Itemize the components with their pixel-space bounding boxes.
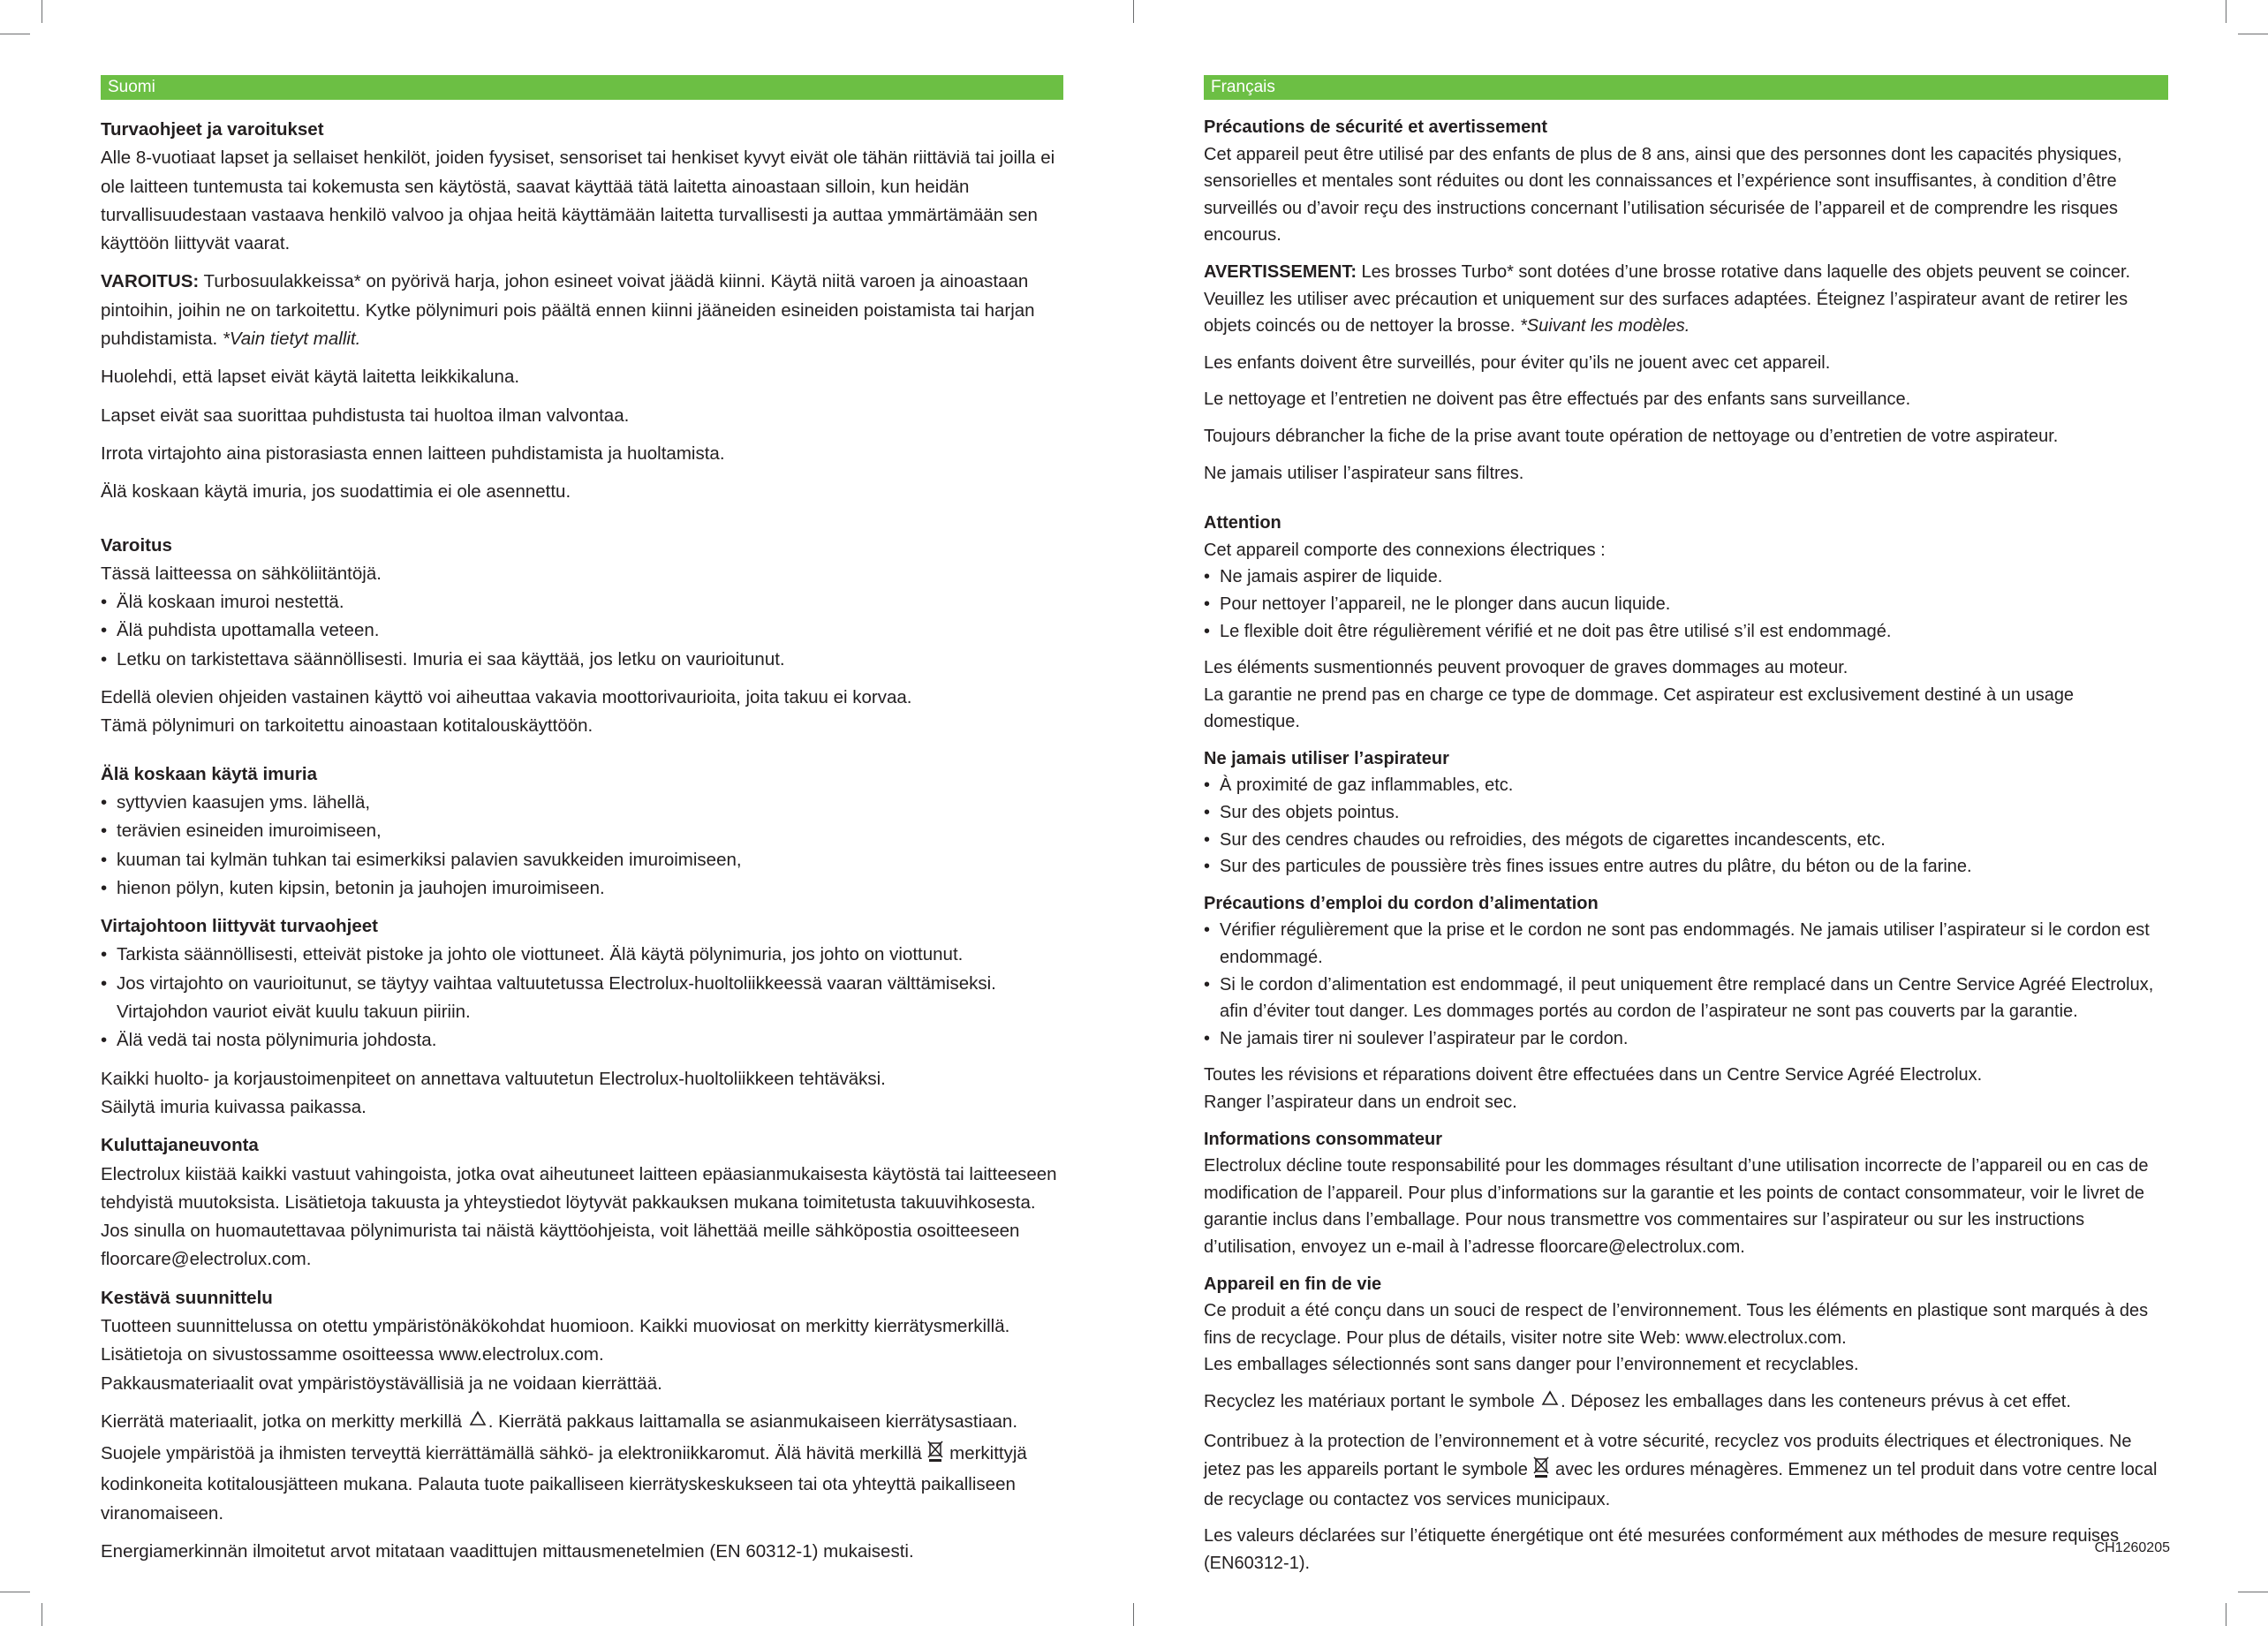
paragraph: Tämä pölynimuri on tarkoitettu ainoastaan kotitalouskäyttöön. xyxy=(101,715,593,737)
text: Contribuez à la protection de l’environnement et à votre sécurité, recyclez vos produits électriques et électroniques. Ne jetez pas les appareils portant le symbole xyxy=(1204,1431,2132,1480)
section-title: Ne jamais utiliser l’aspirateur xyxy=(1204,748,1449,768)
section-title: Turvaohjeet ja varoitukset xyxy=(101,119,324,140)
consumer-section xyxy=(1204,1126,2168,1261)
crossed-bin-icon xyxy=(926,1439,944,1471)
crop-mark xyxy=(1133,1603,1134,1626)
warning-text: Les brosses Turbo* sont dotées d’une brosse rotative dans laquelle des objets peuvent se coincer. Veuillez les utiliser avec précaution et uniquement sur des surfaces adaptées. Éteignez l’aspirateur avant de retirer les objets coincés ou de nettoyer la brosse. xyxy=(1204,261,2131,337)
section-title: Précautions d’emploi du cordon d’alimentation xyxy=(1204,893,1599,913)
list-item: • Le flexible doit être régulièrement vérifié et ne doit pas être utilisé s’il est endommagé. xyxy=(1204,618,2168,646)
paragraph: Toutes les révisions et réparations doivent être effectuées dans un Centre Service Agréé Electrolux. xyxy=(1204,1065,1983,1085)
paragraph: Alle 8-vuotiaat lapset ja sellaiset henkilöt, joiden fyysiset, sensoriset tai henkiset kyvyt eivät ole tähän riittäviä tai joilla ei ole laitteen tuntemusta tai kokemusta sen käytöstä, saavat käyttää tätä laitetta ainoastaan silloin, kun heidän turvallisuudestaan vastaava henkilö valvoo ja ohjaa heitä käyttämään laitetta turvallisesti ja auttaa ymmärtämään sen käyttöön liittyvät vaarat. xyxy=(101,147,1055,254)
list-item: • Sur des objets pointus. xyxy=(1204,799,2168,827)
paragraph: Les enfants doivent être surveillés, pour éviter qu’ils ne jouent avec cet appareil. xyxy=(1204,352,1831,373)
paragraph: Electrolux décline toute responsabilité pour les dommages résultant d’une utilisation incorrecte de l’appareil ou en cas de modification de l’appareil. Pour plus d’informations sur la garantie et les points de contact consommateur, voir le livret de garantie inclus dans l’emballage. Pour nous transmettre vos commentaires sur l’aspirateur ou sur les instructions d’utilisation, envoyez un e-mail à l’adresse floorcare@electrolux.com. xyxy=(1204,1156,2149,1257)
never-use-section xyxy=(1204,745,2168,881)
paragraph xyxy=(101,1408,1063,1528)
section-title: Appareil en fin de vie xyxy=(1204,1274,1382,1294)
list-item: • Letku on tarkistettava säännöllisesti. Imuria ei saa käyttää, jos letku on vaurioitunut. xyxy=(101,646,1063,674)
list-item: • Pour nettoyer l’appareil, ne le plonger dans aucun liquide. xyxy=(1204,591,2168,618)
text: merkittyjä kodinkoneita kotitalousjätteen mukana. Palauta tuote paikalliseen kierrätyskeskukseen tai ota yhteyttä paikalliseen viranomaiseen. xyxy=(101,1443,1027,1524)
paragraph: Le nettoyage et l’entretien ne doivent pas être effectués par des enfants sans surveillance. xyxy=(1204,389,1911,410)
section-title: Kestävä suunnittelu xyxy=(101,1287,273,1308)
paragraph: Ne jamais utiliser l’aspirateur sans filtres. xyxy=(1204,463,1524,483)
section-title: Précautions de sécurité et avertissement xyxy=(1204,117,1548,137)
paragraph: Huolehdi, että lapset eivät käytä laitetta leikkikaluna. xyxy=(101,367,520,388)
consumer-section xyxy=(101,1131,1063,1274)
paragraph: Cet appareil peut être utilisé par des enfants de plus de 8 ans, ainsi que des personnes dont les capacités physiques, sensorielles et mentales sont réduites ou dont les connaissances et l’expérience sont insuffisantes, à condition d’être surveillés ou d’avoir reçu des instructions concernant l’utilisation sécurisée de l’appareil et de comprendre les risques encourus. xyxy=(1204,144,2122,246)
list-item: • Älä koskaan imuroi nestettä. xyxy=(101,588,1063,616)
section-title: Älä koskaan käytä imuria xyxy=(101,763,317,784)
section-title: Kuluttajaneuvonta xyxy=(101,1135,259,1156)
language-header: Français xyxy=(1204,75,2168,100)
safety-section xyxy=(1204,114,2168,487)
paragraph: Electrolux kiistää kaikki vastuut vahingoista, jotka ovat aiheutuneet laitteen epäasianmukaisesta käytöstä tai laitteeseen tehdyistä muutoksista. Lisätietoja takuusta ja yhteystiedot löytyvät pakkauksen mukana toimitetusta takuuvihkosesta. Jos sinulla on huomautettavaa pölynimurista tai näistä käyttöohjeista, voit lähettää meille sähköpostia osoitteeseen floorcare@electrolux.com. xyxy=(101,1163,1057,1270)
section-title: Attention xyxy=(1204,513,1281,533)
paragraph: Edellä olevien ohjeiden vastainen käyttö voi aiheuttaa vakavia moottorivaurioita, joita takuu ei korvaa. xyxy=(101,687,912,708)
list-item: • Jos virtajohto on vaurioitunut, se täytyy vaihtaa valtuutetussa Electrolux-huoltoliikkeessä vaaran välttämiseksi. Virtajohdon vauriot eivät kuulu takuun piiriin. xyxy=(101,970,1063,1027)
paragraph: Cet appareil comporte des connexions électriques : xyxy=(1204,540,1606,560)
list-item: • Tarkista säännöllisesti, etteivät pistoke ja johto ole viottuneet. Älä käytä pölynimuria, jos johto on viottunut. xyxy=(101,941,1063,969)
safety-section xyxy=(101,116,1063,507)
warning-label: VAROITUS: xyxy=(101,271,200,292)
paragraph: Les éléments susmentionnés peuvent provoquer de graves dommages au moteur. xyxy=(1204,658,1848,678)
list-item: • Älä puhdista upottamalla veteen. xyxy=(101,616,1063,645)
paragraph: Älä koskaan käytä imuria, jos suodattimia ei ole asennettu. xyxy=(101,481,571,503)
bullet-list xyxy=(1204,772,2168,880)
recycle-icon xyxy=(467,1410,488,1439)
paragraph: Ranger l’aspirateur dans un endroit sec. xyxy=(1204,1093,1517,1112)
bullet-list xyxy=(101,588,1063,674)
attention-section xyxy=(1204,510,2168,736)
french-column xyxy=(1204,75,2168,1577)
document-code: CH1260205 xyxy=(2094,1540,2170,1555)
section-title: Virtajohtoon liittyvät turvaohjeet xyxy=(101,916,378,937)
paragraph: Pakkausmateriaalit ovat ympäristöystävällisiä ja ne voidaan kierrättää. xyxy=(101,1373,662,1394)
paragraph: Irrota virtajohto aina pistorasiasta ennen laitteen puhdistamista ja huoltamista. xyxy=(101,442,725,464)
bullet-list xyxy=(101,789,1063,903)
paragraph: Les valeurs déclarées sur l’étiquette énergétique ont été mesurées conformément aux méthodes de mesure requises (EN60312-1). xyxy=(1204,1526,2120,1573)
language-header: Suomi xyxy=(101,75,1063,100)
never-use-section xyxy=(101,760,1063,903)
paragraph: Lapset eivät saa suorittaa puhdistusta tai huoltoa ilman valvontaa. xyxy=(101,405,630,426)
list-item: • À proximité de gaz inflammables, etc. xyxy=(1204,772,2168,799)
list-item: • Ne jamais tirer ni soulever l’aspirateur par le cordon. xyxy=(1204,1025,2168,1053)
finnish-column xyxy=(101,75,1063,1566)
warning-label: AVERTISSEMENT: xyxy=(1204,261,1357,282)
warning-note: *Suivant les modèles. xyxy=(1520,316,1690,337)
paragraph: Säilytä imuria kuivassa paikassa. xyxy=(101,1096,367,1117)
warning-text: Turbosuulakkeissa* on pyörivä harja, johon esineet voivat jäädä kiinni. Käytä niitä varoen ja ainoastaan pintoihin, joihin ne on tarkoitettu. Kytke pölynimuri pois päältä ennen kiinni jääneiden esineiden poistamista tai harjan puhdistamista. xyxy=(101,271,1035,350)
cord-safety-section xyxy=(1204,890,2168,1116)
list-item: • Sur des cendres chaudes ou refroidies, des mégots de cigarettes incandescents, etc. xyxy=(1204,827,2168,854)
paragraph xyxy=(1204,1428,2168,1514)
warning-note: *Vain tietyt mallit. xyxy=(222,329,361,350)
warning-paragraph xyxy=(1204,259,2168,340)
section-title: Varoitus xyxy=(101,534,172,556)
bullet-list xyxy=(1204,917,2168,1052)
paragraph: Ce produit a été conçu dans un souci de respect de l’environnement. Tous les éléments en plastique sont marqués à des fins de recyclage. Pour plus de détails, visiter notre site Web: www.electrolux.com. xyxy=(1204,1301,2149,1348)
paragraph: Tässä laitteessa on sähköliitäntöjä. xyxy=(101,563,382,584)
crop-mark xyxy=(1133,0,1134,23)
list-item: • kuuman tai kylmän tuhkan tai esimerkiksi palavien savukkeiden imuroimiseen, xyxy=(101,846,1063,874)
recycle-icon xyxy=(1539,1390,1561,1418)
list-item: • Sur des particules de poussière très fines issues entre autres du plâtre, du béton ou de la farine. xyxy=(1204,853,2168,881)
text: . Kierrätä pakkaus laittamalla se asianmukaiseen kierrätysastiaan. Suojele ympäristöä ja ihmisten terveyttä kierrättämällä sähkö- ja elektroniikkaromut. Älä hävitä merkillä xyxy=(101,1410,1018,1464)
end-of-life-section xyxy=(1204,1271,2168,1577)
list-item: • Si le cordon d’alimentation est endommagé, il peut uniquement être remplacé dans un Centre Service Agréé Electrolux, afin d’éviter tout danger. Les dommages portés au cordon de l’aspirateur ne sont pas couverts par la garantie. xyxy=(1204,972,2168,1025)
list-item: • Ne jamais aspirer de liquide. xyxy=(1204,563,2168,591)
paragraph: Les emballages sélectionnés sont sans danger pour l’environnement et recyclables. xyxy=(1204,1355,1859,1375)
crossed-bin-icon xyxy=(1532,1455,1550,1486)
section-title: Informations consommateur xyxy=(1204,1129,1443,1149)
cord-safety-section xyxy=(101,912,1063,1122)
list-item: • syttyvien kaasujen yms. lähellä, xyxy=(101,789,1063,817)
paragraph: Kaikki huolto- ja korjaustoimenpiteet on annettava valtuutetun Electrolux-huoltoliikkeen tehtäväksi. xyxy=(101,1068,886,1089)
warning-paragraph xyxy=(101,268,1063,353)
bullet-list xyxy=(1204,563,2168,645)
list-item: • Älä vedä tai nosta pölynimuria johdosta. xyxy=(101,1026,1063,1055)
warning-section xyxy=(101,532,1063,741)
bullet-list xyxy=(101,941,1063,1055)
list-item: • Vérifier régulièrement que la prise et le cordon ne sont pas endommagés. Ne jamais utiliser l’aspirateur si le cordon est endommagé. xyxy=(1204,917,2168,971)
paragraph: Energiamerkinnän ilmoitetut arvot mitataan vaadittujen mittausmenetelmien (EN 60312-1) mukaisesti. xyxy=(101,1541,914,1562)
text: Recyclez les matériaux portant le symbole xyxy=(1204,1391,1540,1411)
paragraph xyxy=(1204,1388,2168,1418)
text: . Déposez les emballages dans les conteneurs prévus à cet effet. xyxy=(1561,1391,2071,1411)
text: avec les ordures ménagères. Emmenez un tel produit dans votre centre local de recyclage ou contactez vos services municipaux. xyxy=(1204,1460,2158,1509)
list-item: • hienon pölyn, kuten kipsin, betonin ja jauhojen imuroimiseen. xyxy=(101,874,1063,903)
paragraph: Tuotteen suunnittelussa on otettu ympäristönäkökohdat huomioon. Kaikki muoviosat on merkitty kierrätysmerkillä. Lisätietoja on sivustossamme osoitteessa www.electrolux.com. xyxy=(101,1315,1010,1365)
list-item: • terävien esineiden imuroimiseen, xyxy=(101,817,1063,845)
paragraph: La garantie ne prend pas en charge ce type de dommage. Cet aspirateur est exclusivement destiné à un usage domestique. xyxy=(1204,684,2075,732)
paragraph: Toujours débrancher la fiche de la prise avant toute opération de nettoyage ou d’entretien de votre aspirateur. xyxy=(1204,426,2059,446)
text: Kierrätä materiaalit, jotka on merkitty merkillä xyxy=(101,1410,467,1432)
sustainability-section xyxy=(101,1284,1063,1567)
